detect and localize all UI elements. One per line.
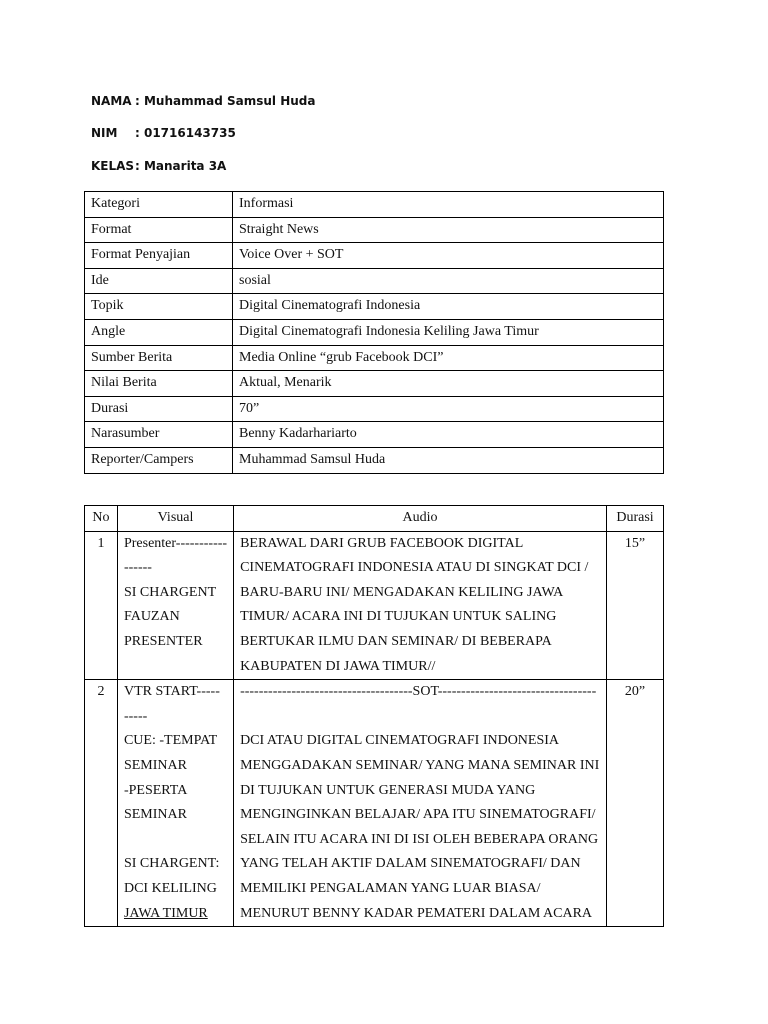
visual-line: JAWA TIMUR (123, 905, 208, 921)
nim-label: NIM (91, 126, 118, 140)
info-value: Benny Kadarhariarto (233, 422, 664, 448)
row-durasi: 15” (607, 531, 664, 680)
audio-line: CINEMATOGRAFI INDONESIA ATAU DI SINGKAT DCI / (240, 560, 589, 576)
table-row (85, 217, 664, 243)
audio-line: BERTUKAR ILMU DAN SEMINAR/ DI BEBERAPA (240, 633, 552, 649)
kelas-label: KELAS (91, 159, 135, 173)
visual-line: ----- (123, 708, 148, 724)
table-row (85, 294, 664, 320)
visual-line: ------ (123, 560, 152, 576)
header-kelas (91, 159, 227, 173)
table-row (85, 447, 664, 473)
visual-line: CUE: -TEMPAT (123, 733, 218, 749)
info-value: Aktual, Menarik (233, 371, 664, 397)
audio-line: MEMILIKI PENGALAMAN YANG LUAR BIASA/ (240, 880, 541, 896)
visual-line (124, 828, 227, 853)
row-no: 2 (85, 680, 118, 927)
audio-line: KABUPATEN DI JAWA TIMUR// (240, 658, 436, 674)
audio-line: DI TUJUKAN UNTUK GENERASI MUDA YANG (240, 782, 536, 798)
audio-line: BERAWAL DARI GRUB FACEBOOK DIGITAL (240, 535, 524, 551)
info-value: Digital Cinematografi Indonesia (233, 294, 664, 320)
visual-line: SEMINAR (123, 807, 187, 823)
header-nama (91, 94, 316, 108)
audio-line: MENGGADAKAN SEMINAR/ YANG MANA SEMINAR INI (240, 757, 600, 773)
info-key: Durasi (85, 396, 233, 422)
visual-line: DCI KELILING (123, 880, 217, 896)
info-value: Media Online “grub Facebook DCI” (233, 345, 664, 371)
info-key: Angle (85, 319, 233, 345)
info-value: Informasi (233, 192, 664, 218)
info-key: Topik (85, 294, 233, 320)
info-value: Voice Over + SOT (233, 243, 664, 269)
header-no: No (85, 506, 118, 532)
table-row (85, 319, 664, 345)
info-table (84, 191, 664, 474)
table-row (85, 371, 664, 397)
info-key: Narasumber (85, 422, 233, 448)
row-durasi: 20” (607, 680, 664, 927)
visual-line: PRESENTER (123, 633, 203, 649)
info-value: sosial (233, 268, 664, 294)
audio-line: DCI ATAU DIGITAL CINEMATOGRAFI INDONESIA (240, 733, 560, 749)
header-visual: Visual (117, 506, 233, 532)
table-row (85, 345, 664, 371)
visual-line: SI CHARGENT (123, 584, 217, 600)
table-row (85, 268, 664, 294)
row-visual (117, 680, 233, 927)
audio-line: MENGINGINKAN BELAJAR/ APA ITU SINEMATOGRAFI/ (240, 807, 596, 823)
nama-value: : Muhammad Samsul Huda (135, 94, 316, 108)
visual-line: SI CHARGENT: (123, 856, 220, 872)
info-value: Digital Cinematografi Indonesia Keliling Jawa Timur (233, 319, 664, 345)
row-audio (234, 680, 607, 927)
audio-line (240, 705, 600, 730)
audio-line: TIMUR/ ACARA INI DI TUJUKAN UNTUK SALING (240, 609, 557, 625)
info-key: Nilai Berita (85, 371, 233, 397)
table-row (85, 680, 664, 927)
row-visual (117, 531, 233, 680)
visual-line: Presenter----------- (123, 535, 228, 551)
audio-line: SELAIN ITU ACARA INI DI ISI OLEH BEBERAPA ORANG (240, 831, 599, 847)
visual-line: SEMINAR (123, 757, 187, 773)
table-row (85, 396, 664, 422)
visual-line: VTR START----- (123, 684, 220, 700)
info-key: Reporter/Campers (85, 447, 233, 473)
info-value: 70” (233, 396, 664, 422)
visual-line: FAUZAN (123, 609, 180, 625)
nama-label: NAMA (91, 94, 132, 108)
table-row (85, 422, 664, 448)
audio-line: BARU-BARU INI/ MENGADAKAN KELILING JAWA (240, 584, 564, 600)
header-nim (91, 126, 236, 140)
script-table (84, 505, 664, 927)
audio-line: MENURUT BENNY KADAR PEMATERI DALAM ACARA (240, 905, 593, 921)
sot-divider: -------------------------------------SOT---------------------------------- (240, 684, 597, 700)
header-audio: Audio (234, 506, 607, 532)
kelas-value: : Manarita 3A (135, 159, 227, 173)
header-durasi: Durasi (607, 506, 664, 532)
info-key: Ide (85, 268, 233, 294)
visual-line: -PESERTA (123, 782, 188, 798)
info-key: Kategori (85, 192, 233, 218)
nim-value: : 01716143735 (135, 126, 236, 140)
table-header-row (85, 506, 664, 532)
info-key: Format Penyajian (85, 243, 233, 269)
audio-line: YANG TELAH AKTIF DALAM SINEMATOGRAFI/ DAN (240, 856, 581, 872)
table-row (85, 192, 664, 218)
info-value: Muhammad Samsul Huda (233, 447, 664, 473)
table-row (85, 243, 664, 269)
row-no: 1 (85, 531, 118, 680)
info-value: Straight News (233, 217, 664, 243)
row-audio (234, 531, 607, 680)
info-key: Format (85, 217, 233, 243)
info-key: Sumber Berita (85, 345, 233, 371)
table-row (85, 531, 664, 680)
